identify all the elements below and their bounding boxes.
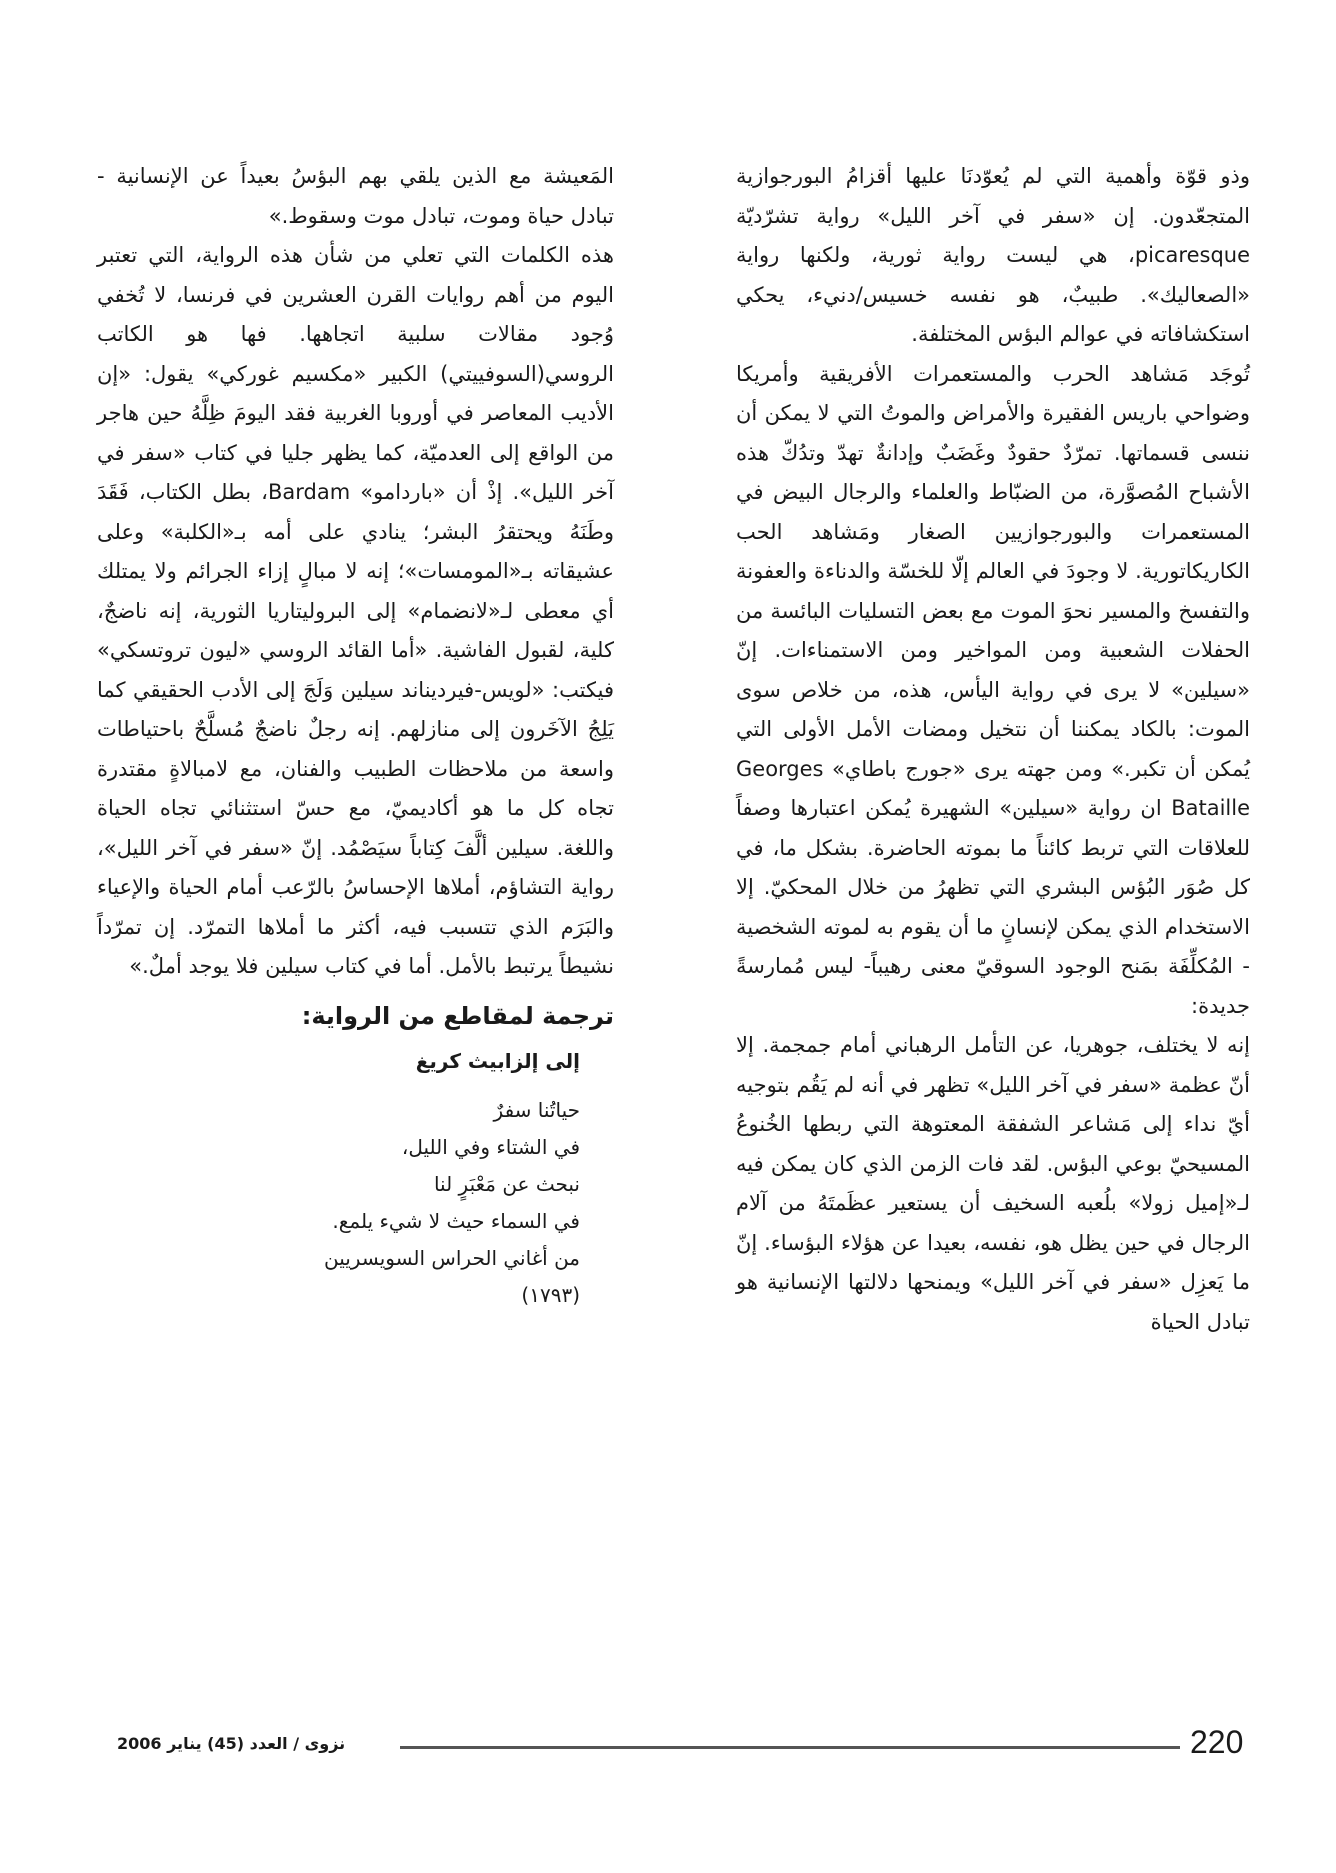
poem-year: (١٧٩٣) bbox=[521, 1282, 580, 1307]
poem-line: في الشتاء وفي الليل، bbox=[401, 1134, 580, 1159]
poem-line: حياتُنا سفرٌ bbox=[493, 1097, 580, 1122]
paragraph: المَعيشة مع الذين يلقي بهم البؤسُ بعيداً عن الإنسانية - تبادل حياة وموت، تبادل موت وسقوط.» bbox=[97, 164, 614, 228]
publication-info: نزوى / العدد (45) يناير 2006 bbox=[117, 1734, 346, 1753]
section-heading: ترجمة لمقاطع من الرواية: bbox=[301, 1001, 614, 1030]
poem-line: في السماء حيث لا شيء يلمع. bbox=[332, 1208, 580, 1233]
left-column bbox=[97, 157, 614, 1314]
right-column bbox=[736, 157, 1250, 1342]
poem-line: نبحث عن مَعْبَرٍ لنا bbox=[433, 1171, 580, 1196]
poem-dedication: إلى إلزابيث كريغ bbox=[415, 1049, 580, 1073]
footer-divider bbox=[400, 1746, 1180, 1749]
page-number: 220 bbox=[1190, 1724, 1244, 1760]
paragraph: وذو قوّة وأهمية التي لم يُعوّدنَا عليها أقزامُ البورجوازية المتجعّدون. إن «سفر في آخر الليل» رواية تشرّديّة picaresque، هي ليست رواية ثورية، ولكنها رواية «الصعاليك». طبيبٌ، هو نفسه خسيس/دنيء، يحكي استكشافاته في عوالم البؤس المختلفة. bbox=[736, 164, 1250, 346]
paragraph: إنه لا يختلف، جوهريا، عن التأمل الرهباني أمام جمجمة. إلا أنّ عظمة «سفر في آخر الليل» تظهر في أنه لم يَقُم بتوجيه أيّ نداء إلى مَشاعر الشفقة المعتوهة التي ربطها الخُنوعُ المسيحيّ بوعي البؤس. لقد فات الزمن الذي كان يمكن فيه لـ«إميل زولا» بلُعبه السخيف أن يستعير عظَمتَهُ من آلام الرجال في حين يظل هو، نفسه، بعيدا عن هؤلاء البؤساء. إنّ ما يَعزِل «سفر في آخر الليل» ويمنحها دلالتها الإنسانية هو تبادل الحياة bbox=[736, 1033, 1250, 1334]
paragraph: هذه الكلمات التي تعلي من شأن هذه الرواية، التي تعتبر اليوم من أهم روايات القرن العشرين في فرنسا، لا تُخفي وُجود مقالات سلبية اتجاهها. فها هو الكاتب الروسي(السوفييتي) الكبير «مكسيم غوركي» يقول: «إن الأديب المعاصر في أوروبا الغربية فقد اليومَ ظِلَّهُ حين هاجر من الواقع إلى العدميّة، كما يظهر جليا في كتاب «سفر في آخر الليل». إذْ أن «باردامو» Bardam، بطل الكتاب، فَقَدَ وطَنَهُ ويحتقرُ البشر؛ ينادي على أمه بـ«الكلبة» وعلى عشيقاته بـ«المومسات»؛ إنه لا مبالٍ إزاء الجرائم ولا يمتلك أي معطى لـ«لانضمام» إلى البروليتاريا الثورية، إنه ناضجٌ، كلية، لقبول الفاشية. «أما القائد الروسي «ليون تروتسكي» فيكتب: «لويس-فيرديناند سيلين وَلَجَ إلى الأدب الحقيقي كما يَلِجُ الآخَرون إلى منازلهم. إنه رجلٌ ناضجٌ مُسلَّحٌ باحتياطات واسعة من ملاحظات الطبيب والفنان، مع لامبالاةٍ مقتدرة تجاه كل ما هو أكاديميّ، مع حسّ استثنائي تجاه الحياة واللغة. سيلين ألَّفَ كِتاباً سيَصْمُد. إنّ «سفر في آخر الليل»، رواية التشاؤم، أملاها الإحساسُ بالرّعب أمام الحياة والإعياء والبَرَم الذي تتسبب فيه، أكثر ما أملاها التمرّد. إن تمرّداً نشيطاً يرتبط بالأمل. أما في كتاب سيلين فلا يوجد أملٌ.» bbox=[97, 243, 614, 978]
page-footer bbox=[0, 1722, 1336, 1772]
poem-source: من أغاني الحراس السويسريين bbox=[323, 1245, 580, 1270]
paragraph: تُوجَد مَشاهد الحرب والمستعمرات الأفريقية وأمريكا وضواحي باريس الفقيرة والأمراض والموتُ التي لا يمكن أن ننسى قسماتها. تمرّدٌ حقودٌ وغَضَبٌ وإدانةٌ تهدّ وتدُكّ هذه الأشباح المُصوَّرة، من الضبّاط والعلماء والرجال البيض في المستعمرات والبورجوازيين الصغار ومَشاهد الحب الكاريكاتورية. لا وجودَ في العالم إلّا للخسّة والدناءة والعفونة والتفسخ والمسير نحوَ الموت مع بعض التسليات البائسة من الحفلات الشعبية ومن المواخير ومن الاستمناءات. إنّ «سيلين» لا يرى في رواية اليأس، هذه، من خلاص سوى الموت: بالكاد يمكننا أن نتخيل ومضات الأمل الأولى التي يُمكن أن تكبر.» ومن جهته يرى «جورج باطاي» Georges Bataille ان رواية «سيلين» الشهيرة يُمكن اعتبارها وصفاً للعلاقات التي تربط كائناً ما بموته الحاضرة. بشكل ما، في كل صُوَر البُؤس البشري التي تظهرُ من خلال المحكيّ. إلا الاستخدام الذي يمكن لإنسانٍ ما أن يقوم به لموته الشخصية - المُكلِّفَة بمَنح الوجود السوقيّ معنى رهيباً- ليس مُمارسةً جديدة: bbox=[736, 361, 1250, 1018]
poem bbox=[97, 1092, 580, 1314]
